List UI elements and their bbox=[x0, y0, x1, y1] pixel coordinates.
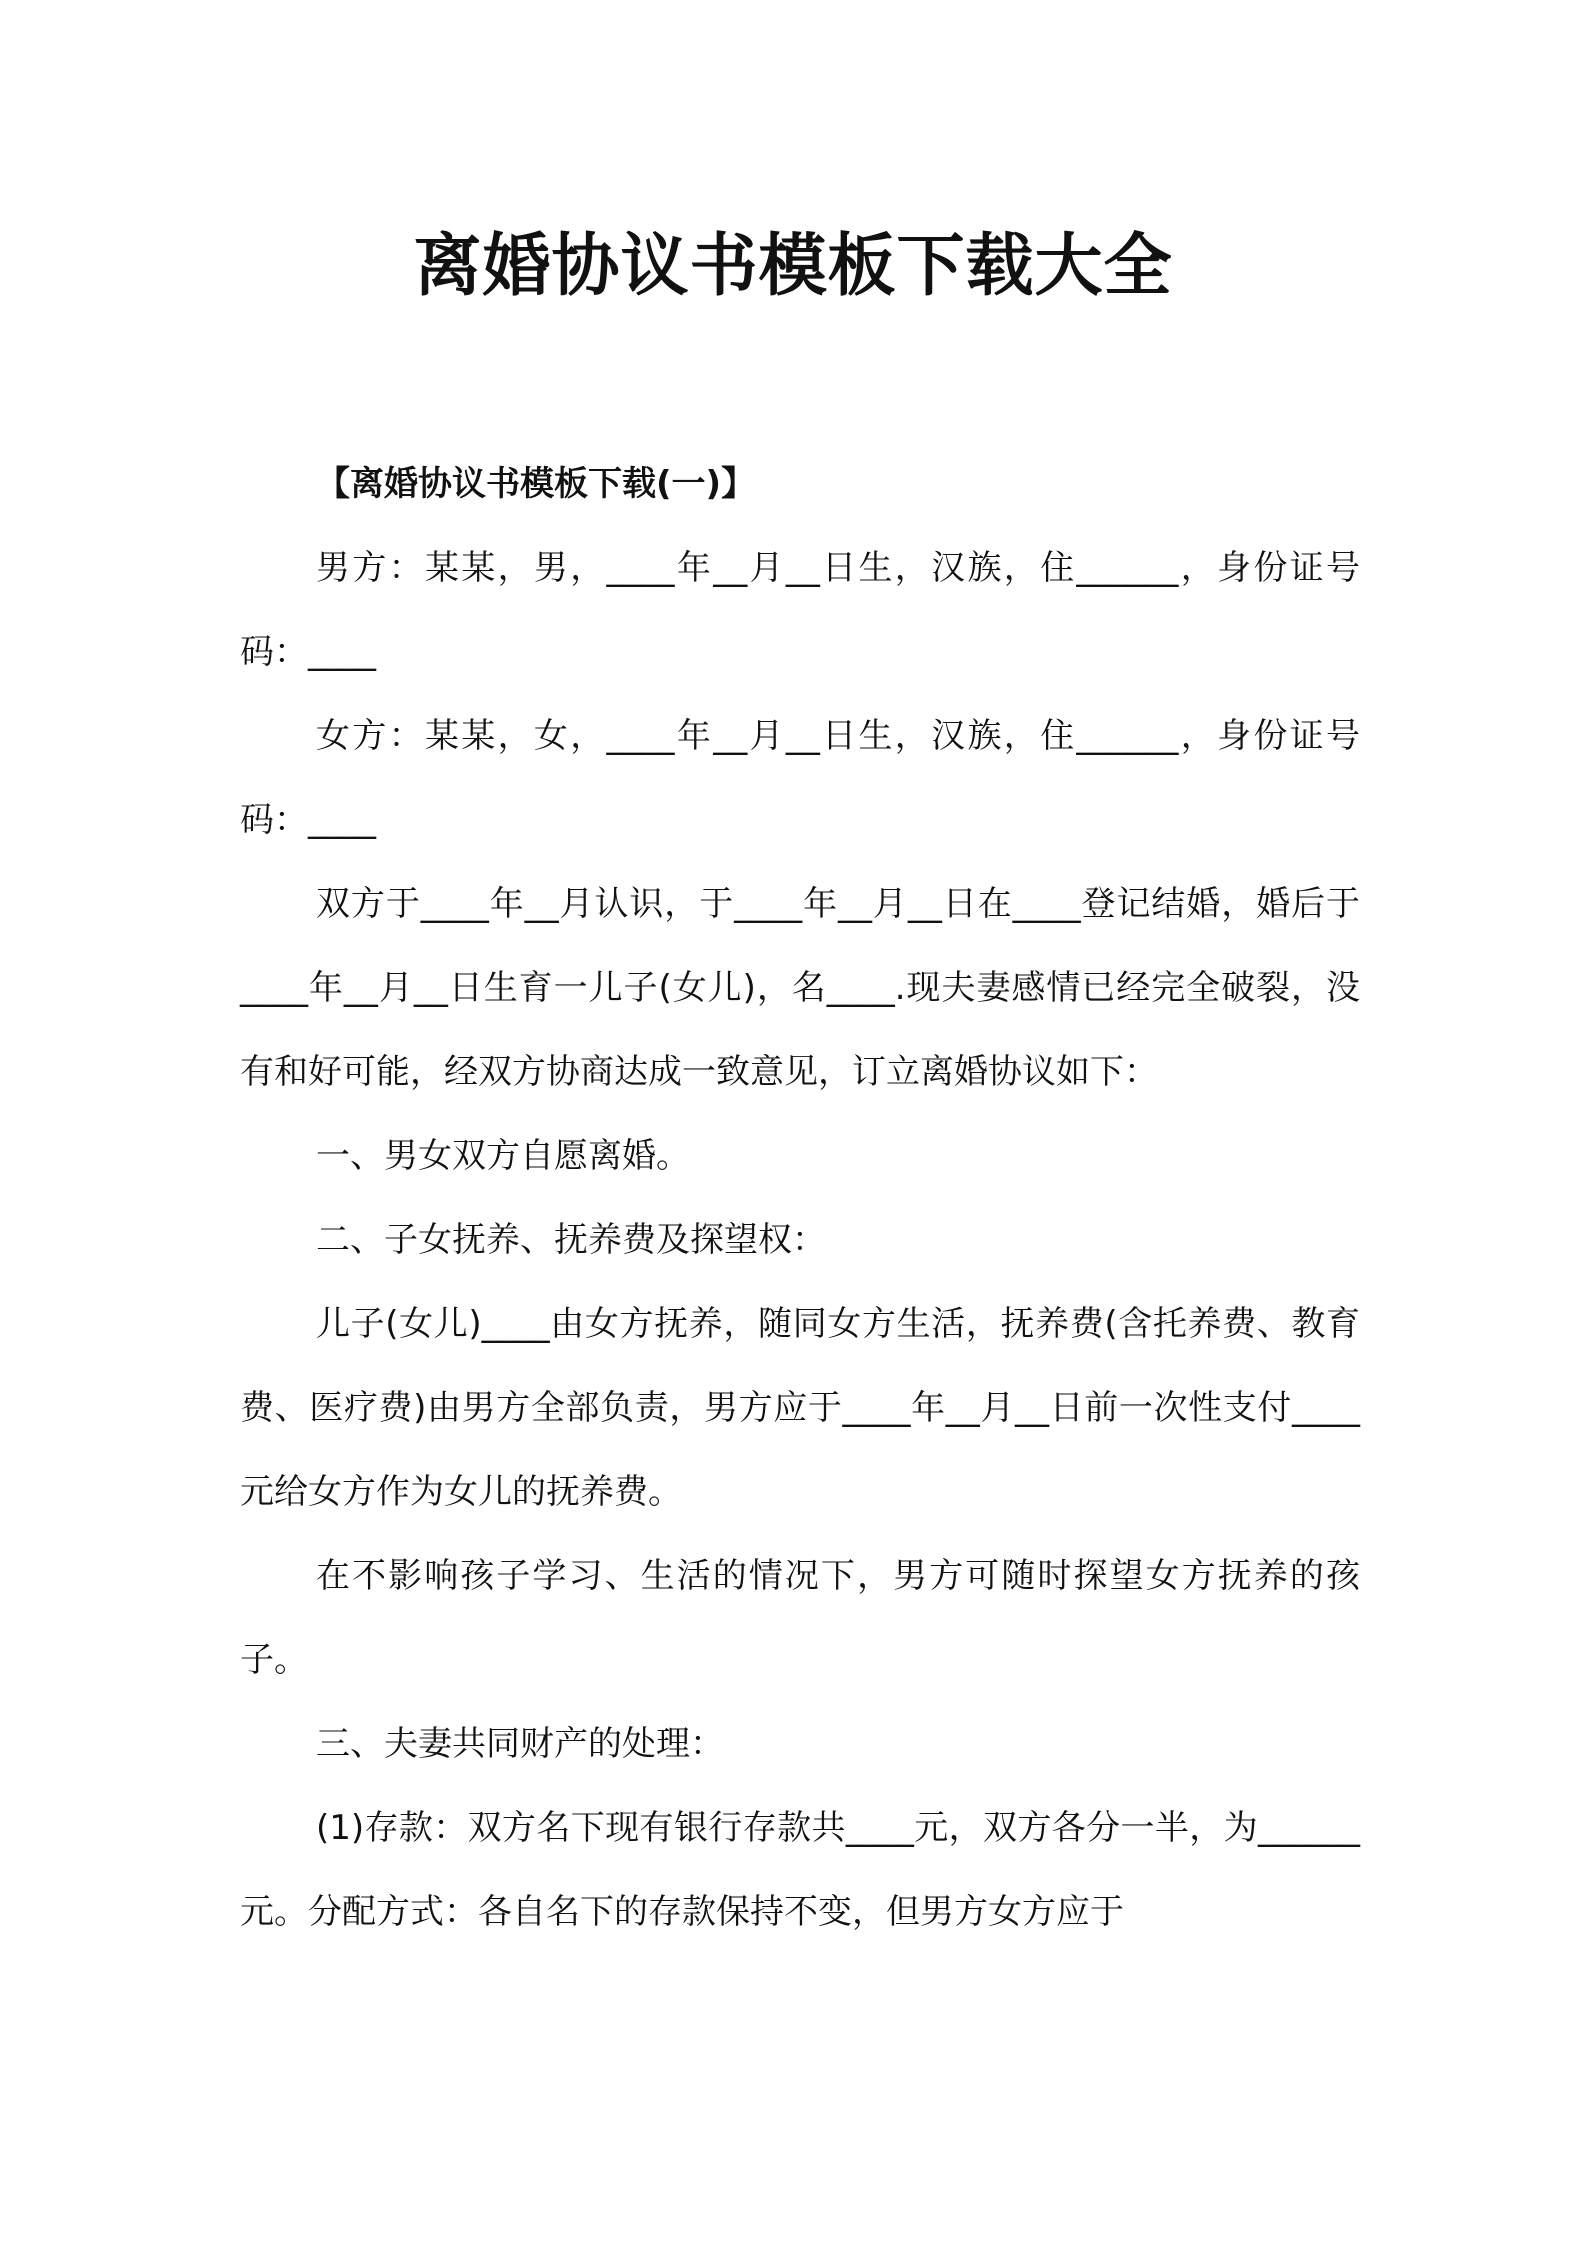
clause-voluntary-divorce: 一、男女双方自愿离婚。 bbox=[316, 1136, 690, 1176]
document-title: 离婚协议书模板下载大全 bbox=[413, 227, 1173, 306]
section-heading: 【离婚协议书模板下载(一)】 bbox=[316, 464, 756, 504]
paragraph-female-party: 女方：某某，女，____年__月__日生，汉族，住______，身份证号码：____ bbox=[240, 716, 1360, 840]
document-body bbox=[240, 442, 1360, 1954]
paragraph-marriage-background: 双方于____年__月认识，于____年__月__日在____登记结婚，婚后于____年__月__日生育一儿子(女儿)，名____.现夫妻感情已经完全破裂，没有和好可能，经双方协商达成一致意见，订立离婚协议如下： bbox=[240, 884, 1360, 1092]
paragraph-male-party: 男方：某某，男，____年__月__日生，汉族，住______，身份证号码：____ bbox=[240, 548, 1360, 672]
clause-property-heading: 三、夫妻共同财产的处理： bbox=[316, 1724, 724, 1764]
paragraph-deposits: (1)存款：双方名下现有银行存款共____元，双方各分一半，为______元。分配方式：各自名下的存款保持不变，但男方女方应于 bbox=[240, 1808, 1360, 1932]
paragraph-child-support: 儿子(女儿)____由女方抚养，随同女方生活，抚养费(含托养费、教育费、医疗费)由男方全部负责，男方应于____年__月__日前一次性支付____元给女方作为女儿的抚养费。 bbox=[240, 1304, 1360, 1512]
paragraph-visitation: 在不影响孩子学习、生活的情况下，男方可随时探望女方抚养的孩子。 bbox=[240, 1556, 1360, 1680]
clause-child-custody-heading: 二、子女抚养、抚养费及探望权： bbox=[316, 1220, 826, 1260]
